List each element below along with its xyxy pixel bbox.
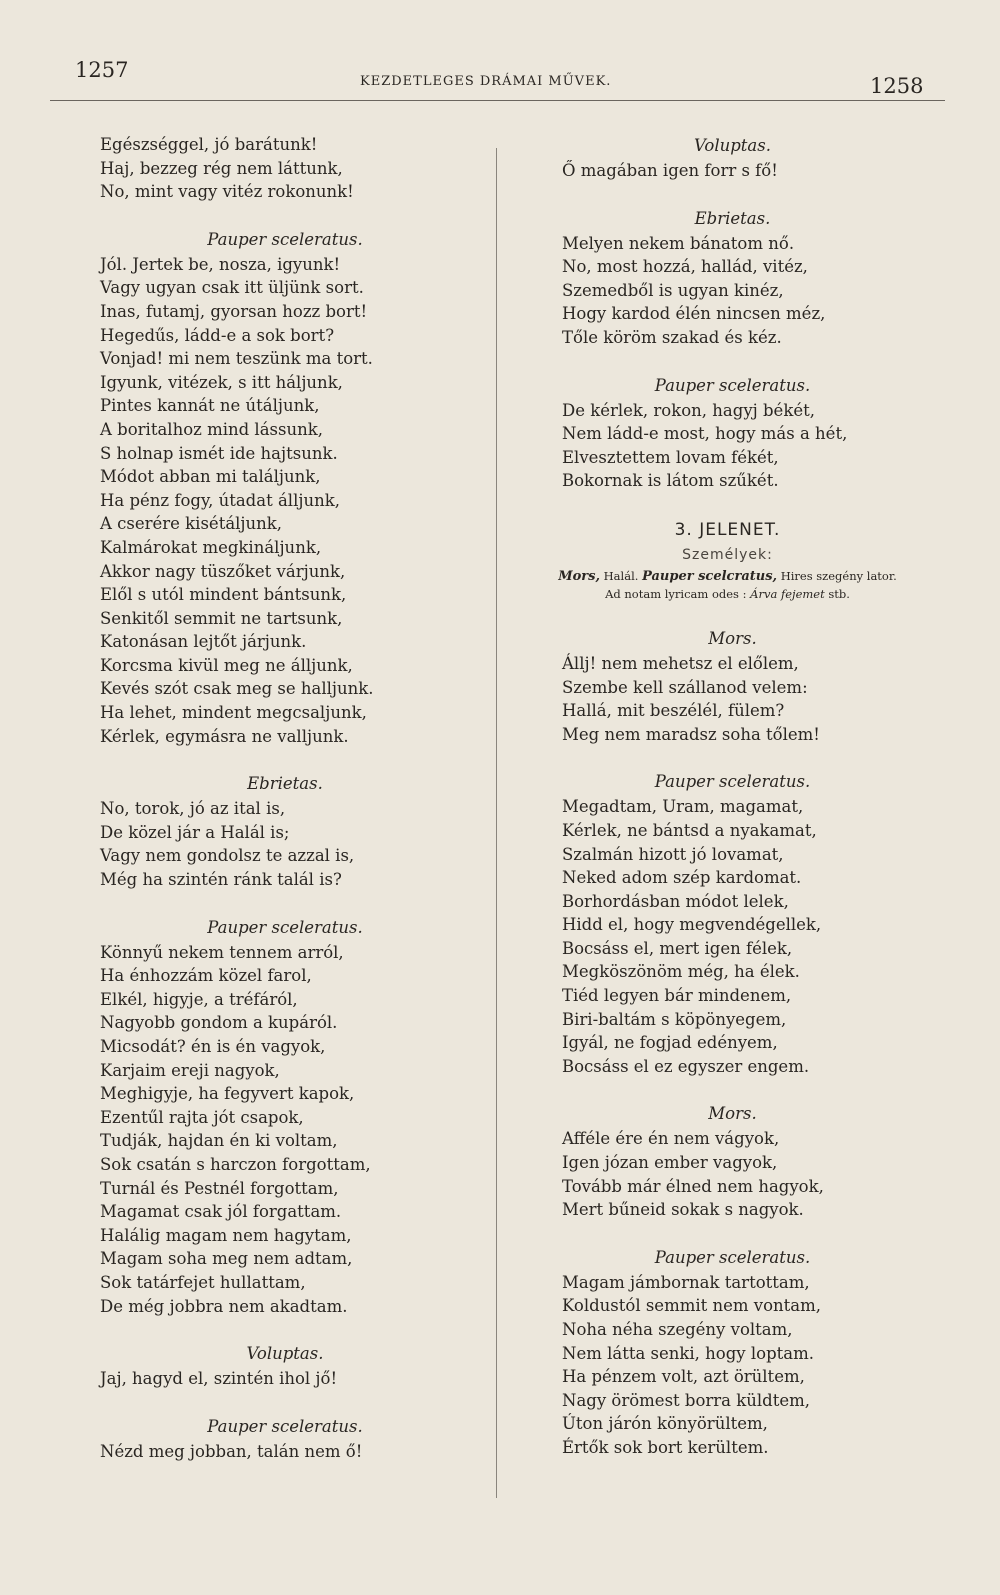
column-divider [496,148,497,1498]
speaker-name: Voluptas. [246,1344,324,1364]
speech-block [100,227,470,748]
tune-prefix: Ad notam lyricam odes : [605,586,747,601]
verse-line: Ha pénz fogy, útadat álljunk, [100,490,340,510]
verse-line: Megköszönöm még, ha élek. [562,962,800,982]
running-title: KEZDETLEGES DRÁMAI MŰVEK. [360,74,612,89]
verse-line: Ha énhozzám közel farol, [100,966,312,986]
verse-line: A boritalhoz mind lássunk, [100,419,323,439]
speech-block [505,626,950,746]
verse-line: Ezentűl rajta jót csapok, [100,1107,304,1127]
verse-line: Mert bűneid sokak s nagyok. [562,1200,804,1220]
speech-block [505,133,950,183]
speaker-name: Pauper sceleratus. [207,917,363,937]
verse-line: Melyen nekem bánatom nő. [562,233,795,253]
verse-line: Koldustól semmit nem vontam, [562,1296,822,1316]
verse-line: Meghigyje, ha fegyvert kapok, [100,1084,355,1104]
speaker-name: Pauper sceleratus. [207,229,363,249]
cast-description: Hires szegény lator. [780,568,897,583]
speech-block [505,1101,950,1221]
speaker-name: Pauper sceleratus. [654,772,811,792]
verse-line: Karjaim ereji nagyok, [100,1060,280,1080]
speaker-name: Pauper sceleratus. [654,1247,811,1267]
verse-line: Hallá, mit beszélél, fülem? [562,701,785,721]
verse-line: De még jobbra nem akadtam. [100,1296,348,1316]
verse-line: De közel jár a Halál is; [100,822,290,842]
verse-line: Pintes kannát ne útáljunk, [100,396,320,416]
verse-line: Még ha szintén ránk talál is? [100,870,342,890]
verse-line: No, mint vagy vitéz rokonunk! [100,182,354,202]
speech-block [100,1341,470,1391]
verse-line: Kevés szót csak meg se halljunk. [100,679,374,699]
right-column [505,133,950,1460]
verse-line: Tovább már élned nem hagyok, [562,1176,824,1196]
verse-line: Szalmán hizott jó lovamat, [562,844,784,864]
verse-line: Hegedűs, ládd-e a sok bort? [100,325,335,345]
speech-block [100,915,470,1319]
verse-line: Akkor nagy tüszőket várjunk, [100,561,346,581]
speech-block [505,1245,950,1460]
speaker-name: Ebrietas. [247,774,323,794]
verse-line: Inas, futamj, gyorsan hozz bort! [100,301,368,321]
verse-line: Állj! nem mehetsz el előlem, [562,653,799,673]
verse-line: Neked adom szép kardomat. [562,868,802,888]
speaker-name: Mors. [708,628,757,648]
verse-line: Bocsáss el ez egyszer engem. [562,1056,810,1076]
tune-name: Árva fejemet [750,586,825,601]
tune-note [505,585,950,603]
page-number-left: 1257 [75,58,129,82]
verse-line: Nézd meg jobban, talán nem ő! [100,1441,363,1461]
verse-line: Magam soha meg nem adtam, [100,1249,353,1269]
verse-line: Igyunk, vitézek, s itt háljunk, [100,372,343,392]
verse-line: Ő magában igen forr s fő! [562,161,778,180]
verse-line: Igen józan ember vagyok, [562,1153,778,1173]
verse-line: Elől s utól mindent bántsunk, [100,585,347,605]
verse-line: Kérlek, egymásra ne valljunk. [100,726,349,746]
speaker-name: Ebrietas. [694,208,771,228]
speaker-name: Mors. [708,1104,757,1124]
left-column [100,133,470,1463]
verse-line: Meg nem maradsz soha tőlem! [562,724,820,744]
verse-line: Kalmárokat megkináljunk, [100,537,322,557]
speech-block [100,133,470,204]
verse-line: Módot abban mi találjunk, [100,467,321,487]
verse-line: Kérlek, ne bántsd a nyakamat, [562,820,817,840]
verse-line: Vagy ugyan csak itt üljünk sort. [100,278,364,298]
speech-block [505,373,950,493]
header-rule [50,100,945,101]
scene-heading [505,517,950,603]
verse-line: Jaj, hagyd el, szintén ihol jő! [100,1369,338,1389]
verse-line: Micsodát? én is én vagyok, [100,1037,326,1056]
verse-line: No, most hozzá, hallád, vitéz, [562,257,808,277]
verse-line: Nem ládd-e most, hogy más a hét, [562,424,848,444]
verse-line: Bokornak is látom szűkét. [562,471,779,491]
verse-line: Katonásan lejtőt járjunk. [100,632,307,652]
verse-line: Halálig magam nem hagytam, [100,1225,352,1245]
verse-line: Igyál, ne fogjad edényem, [562,1033,778,1053]
verse-line: Jól. Jertek be, nosza, igyunk! [100,254,341,274]
cast-name: Mors, [558,568,600,584]
tune-suffix: stb. [828,586,850,601]
verse-line: Elkél, higyje, a tréfáról, [100,989,298,1009]
verse-line: Sok tatárfejet hullattam, [100,1272,306,1292]
verse-line: Noha néha szegény voltam, [562,1320,793,1339]
verse-line: Haj, bezzeg rég nem láttunk, [100,158,343,178]
right-column-dialogue-bottom [505,626,950,1460]
speaker-name: Pauper sceleratus. [207,1416,363,1436]
verse-line: Afféle ére én nem vágyok, [562,1129,780,1149]
verse-line: No, torok, jó az ital is, [100,799,286,819]
verse-line: A cserére kisétáljunk, [100,514,283,534]
speech-block [100,771,470,891]
verse-line: Tiéd legyen bár mindenem, [562,986,792,1006]
verse-line: De kérlek, rokon, hagyj békét, [562,400,815,420]
cast-list [505,567,950,585]
verse-line: Magamat csak jól forgattam. [100,1202,342,1222]
speaker-name: Pauper sceleratus. [654,375,811,395]
verse-line: Biri-baltám s köpönyegem, [562,1009,787,1029]
verse-line: Hidd el, hogy megvendégellek, [562,915,822,935]
verse-line: Ha pénzem volt, azt örültem, [562,1367,805,1387]
verse-line: Ha lehet, mindent megcsaljunk, [100,703,367,723]
verse-line: Szemedből is ugyan kinéz, [562,280,784,300]
verse-line: Hogy kardod élén nincsen méz, [562,304,826,324]
verse-line: Szembe kell szállanod velem: [562,677,808,697]
verse-line: Nagy örömest borra küldtem, [562,1390,811,1410]
verse-line: Turnál és Pestnél forgottam, [100,1178,339,1198]
scene-title: 3. JELENET. [674,519,781,540]
verse-line: Borhordásban módot lelek, [562,891,789,911]
cast-description: Halál. [603,568,639,583]
verse-line: Vagy nem gondolsz te azzal is, [100,846,355,866]
verse-line: Tőle köröm szakad és kéz. [562,327,782,347]
cast-name: Pauper scelcratus, [642,568,778,584]
speech-block [505,206,950,350]
verse-line: Nem látta senki, hogy loptam. [562,1343,814,1363]
verse-line: Értők sok bort kerültem. [562,1437,769,1457]
verse-line: Bocsáss el, mert igen félek, [562,938,793,958]
speech-block [100,1414,470,1464]
page-number-right: 1258 [870,74,924,98]
verse-line: Nagyobb gondom a kupáról. [100,1013,338,1033]
right-column-dialogue-top [505,133,950,493]
verse-line: Vonjad! mi nem teszünk ma tort. [100,349,373,369]
speaker-name: Voluptas. [694,136,771,155]
speech-block [505,769,950,1078]
verse-line: Elvesztettem lovam fékét, [562,447,779,467]
verse-line: Senkitől semmit ne tartsunk, [100,608,343,628]
verse-line: Tudják, hajdan én ki voltam, [100,1131,338,1151]
verse-line: Magam jámbornak tartottam, [562,1272,810,1292]
verse-line: Megadtam, Uram, magamat, [562,797,804,817]
verse-line: Könnyű nekem tennem arról, [100,942,344,962]
verse-line: S holnap ismét ide hajtsunk. [100,443,338,463]
verse-line: Egészséggel, jó barátunk! [100,135,318,154]
page-header [0,0,1000,110]
verse-line: Sok csatán s harczon forgottam, [100,1154,371,1174]
verse-line: Úton járón könyörültem, [562,1414,768,1434]
verse-line: Korcsma kivül meg ne álljunk, [100,655,353,675]
persons-label: Személyek: [682,546,773,563]
